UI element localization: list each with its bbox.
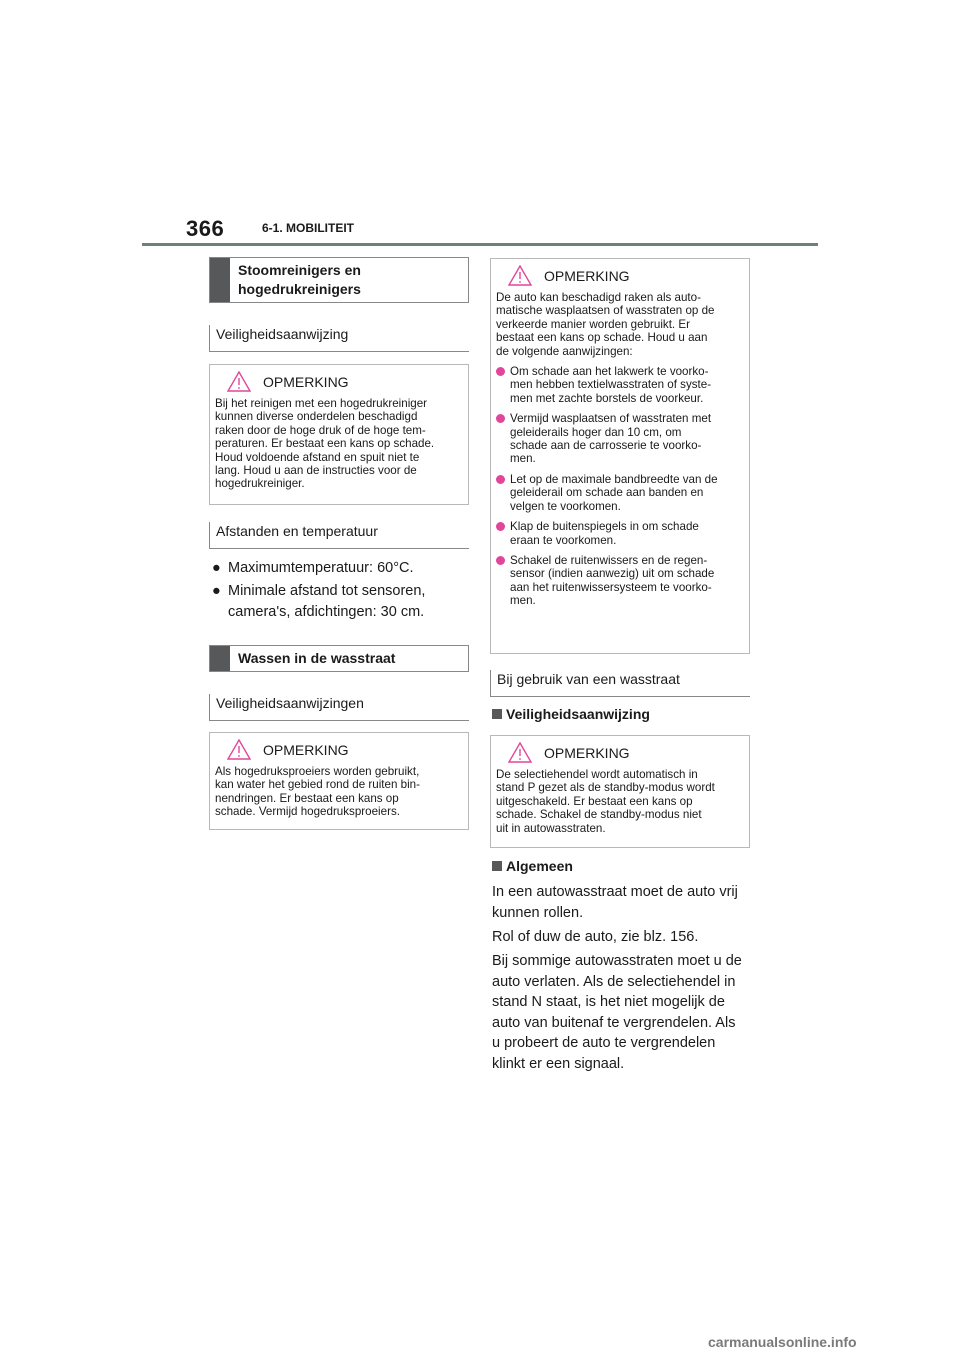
- paragraph: In een autowasstraat moet de auto vrij kunnen rollen.: [492, 884, 738, 921]
- square-heading-text: Algemeen: [506, 858, 573, 874]
- note-text: [215, 765, 463, 819]
- bullet-dot: [496, 367, 505, 376]
- list-item: Schakel de ruitenwissers en de regen- sensor (indien aanwezig) uit om schade aan het ruitenwissersysteem te voorko- men.: [496, 554, 744, 608]
- section-title: 6-1. MOBILITEIT: [262, 221, 355, 235]
- square-heading-text: Veiligheidsaanwijzing: [506, 706, 650, 722]
- note-line: verkeerde manier worden gebruikt. Er: [496, 317, 690, 331]
- note-bullet-list: [496, 365, 744, 608]
- note-box-high-pressure-sprayers: [209, 732, 469, 830]
- note-line: De auto kan beschadigd raken als auto-: [496, 291, 701, 304]
- subheading-safety: Veiligheidsaanwijzing: [209, 325, 469, 352]
- note-line: nendringen. Er bestaat een kans op: [215, 791, 399, 805]
- note-line: stand P gezet als de standby-modus wordt: [496, 781, 715, 795]
- note-line: kunnen diverse onderdelen beschadigd: [215, 410, 418, 424]
- note-text: [215, 397, 463, 491]
- warning-icon: [227, 739, 251, 760]
- heading-tab: [210, 646, 230, 671]
- bullet-dot: [496, 414, 505, 423]
- note-box-high-pressure: [209, 364, 469, 505]
- note-line: Als hogedruksproeiers worden gebruikt,: [215, 765, 420, 778]
- heading-text: Wassen in de wasstraat: [238, 650, 396, 666]
- square-heading: [492, 858, 573, 874]
- bullet-marker: ●: [212, 560, 221, 576]
- warning-icon: [227, 371, 251, 392]
- bullet-dot: [496, 522, 505, 531]
- list-item: Klap de buitenspiegels in om schade eraan te voorkomen.: [496, 520, 744, 547]
- note-label: OPMERKING: [263, 742, 349, 758]
- list-item: Let op de maximale bandbreedte van de geleiderail om schade aan banden en velgen te voorkomen.: [496, 473, 744, 513]
- note-line: hogedrukreiniger.: [215, 477, 305, 491]
- note-label: OPMERKING: [544, 268, 630, 284]
- page-number: 366: [186, 216, 225, 241]
- square-heading: [492, 706, 650, 722]
- note-line: de volgende aanwijzingen:: [496, 344, 633, 358]
- note-line: De selectiehendel wordt automatisch in: [496, 768, 698, 781]
- list-item: Vermijd wasplaatsen of wasstraten met geleiderails hoger dan 10 cm, om schade aan de carrosserie te voorko- men.: [496, 412, 744, 466]
- note-line: uit in autowasstraten.: [496, 821, 606, 835]
- watermark: carmanualsonline.info: [708, 1334, 857, 1350]
- note-line: schade. Vermijd hogedruksproeiers.: [215, 805, 400, 819]
- bullet-dot: [496, 475, 505, 484]
- subheading-distances: Afstanden en temperatuur: [209, 522, 469, 549]
- note-line: raken door de hoge druk of de hoge tem-: [215, 423, 426, 437]
- warning-icon: [508, 742, 532, 763]
- note-line: peraturen. Er bestaat een kans op schade.: [215, 437, 435, 451]
- section-heading-car-wash: [209, 645, 469, 672]
- note-text: [496, 291, 744, 358]
- warning-icon: [508, 265, 532, 286]
- header-divider: [142, 243, 818, 246]
- note-box-selector-lever: [490, 735, 750, 848]
- bullet-text: Minimale afstand tot sensoren,: [228, 583, 426, 599]
- note-line: lang. Houd u aan de instructies voor de: [215, 464, 417, 478]
- note-label: OPMERKING: [544, 745, 630, 761]
- subheading-safety-instructions: Veiligheidsaanwijzingen: [209, 694, 469, 721]
- note-line: schade. Schakel de standby-modus niet: [496, 808, 702, 822]
- heading-line: Stoomreinigers en: [238, 262, 361, 278]
- note-line: uitgeschakeld. Er bestaat een kans op: [496, 794, 693, 808]
- bullet-dot: [496, 556, 505, 565]
- note-line: Bij het reinigen met een hogedrukreiniger: [215, 397, 428, 410]
- section-heading-steam-cleaners: [209, 257, 469, 303]
- paragraph: Bij sommige autowasstraten moet u de auto verlaten. Als de selectiehendel in stand N staat, is het niet mogelijk de auto van buitenaf te vergrendelen. Als u probeert de auto te vergrendelen klinkt er een signaal.: [492, 953, 742, 1072]
- list-item: Om schade aan het lakwerk te voorko- men hebben textielwasstraten of syste- men met zachte borstels de voorkeur.: [496, 365, 744, 405]
- heading-line: hogedrukreinigers: [238, 281, 361, 297]
- note-line: matische wasplaatsen of wasstraten op de: [496, 304, 715, 318]
- bullet-item: [212, 581, 425, 601]
- bullet-text-continued: camera's, afdichtingen: 30 cm.: [228, 604, 425, 620]
- square-marker: [492, 709, 502, 719]
- heading-tab: [210, 258, 230, 302]
- note-text: [496, 768, 744, 835]
- bullet-item: [212, 558, 414, 578]
- note-line: kan water het gebied rond de ruiten bin-: [215, 778, 420, 792]
- bullet-marker: ●: [212, 583, 221, 599]
- note-line: Houd voldoende afstand en spuit niet te: [215, 450, 420, 464]
- subheading-car-wash-use: Bij gebruik van een wasstraat: [490, 670, 750, 697]
- note-line: bestaat een kans op schade. Houd u aan: [496, 331, 708, 345]
- bullet-text: Maximumtemperatuur: 60°C.: [228, 560, 414, 576]
- note-label: OPMERKING: [263, 374, 349, 390]
- note-box-automatic-wash: [490, 258, 750, 654]
- paragraph: Rol of duw de auto, zie blz. 156.: [492, 929, 699, 945]
- square-marker: [492, 861, 502, 871]
